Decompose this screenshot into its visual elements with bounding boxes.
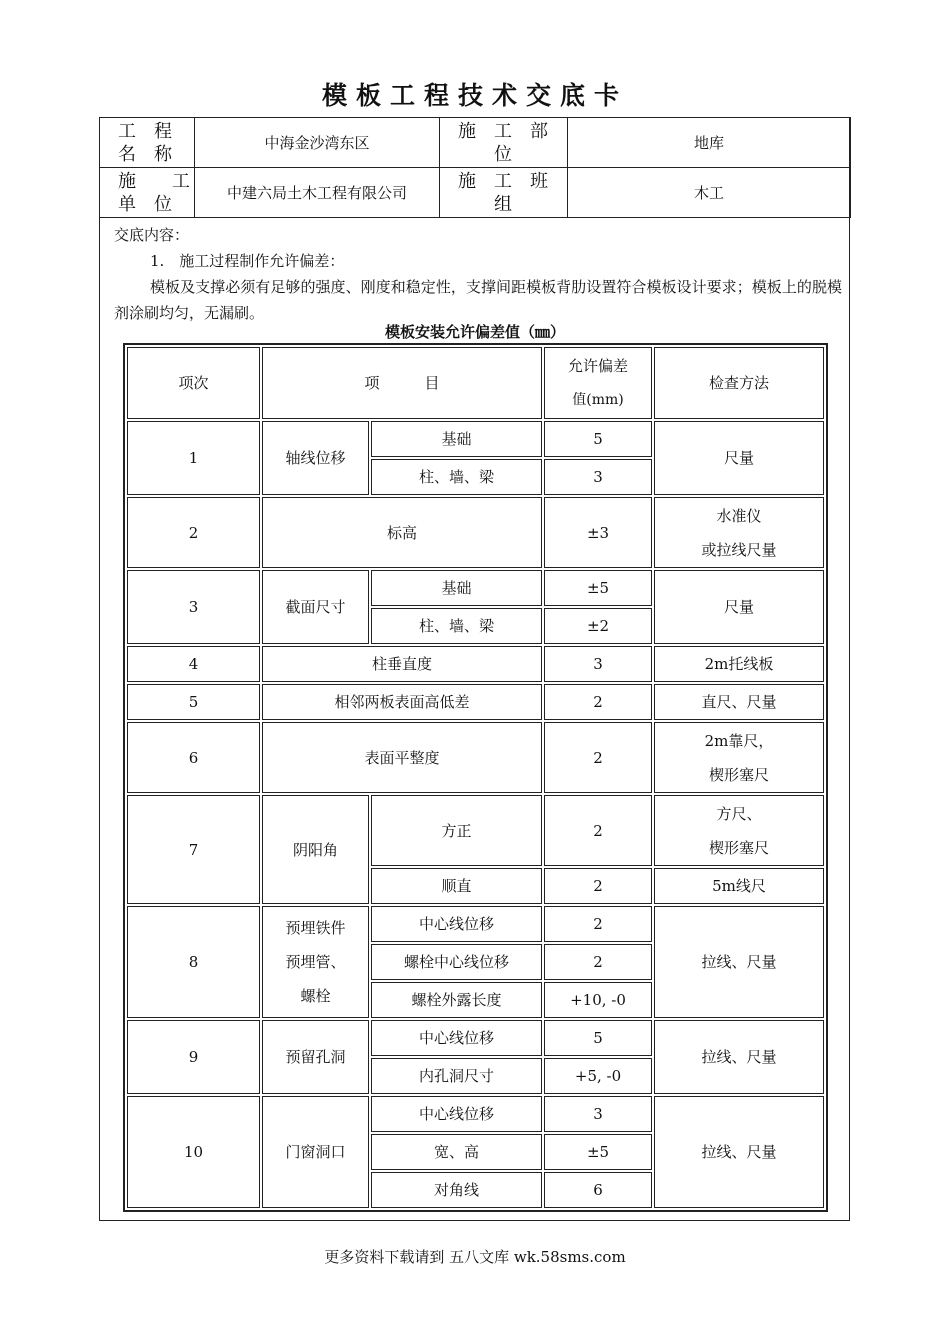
header-tolerance-line1: 允许偏差 — [568, 357, 629, 375]
row-subitem: 中心线位移 — [371, 1096, 542, 1132]
header-tolerance — [544, 347, 652, 419]
row-subitem: 对角线 — [371, 1172, 542, 1208]
construction-team-label-line1: 施 工 班 — [458, 170, 548, 192]
row-subitem: 方正 — [371, 795, 542, 866]
row-method: 5m线尺 — [654, 868, 824, 904]
row-subitem: 柱、墙、梁 — [371, 459, 542, 495]
row-no: 1 — [127, 421, 260, 495]
construction-unit-label — [100, 168, 195, 218]
project-name-label-line2: 名 称 — [118, 143, 172, 165]
page-title: 模板工程技术交底卡 — [321, 81, 628, 110]
tolerance-table — [123, 343, 828, 1212]
row-subitem: 螺栓外露长度 — [371, 982, 542, 1018]
row-item: 相邻两板表面高低差 — [262, 684, 542, 720]
tolerance-table-title: 模板安装允许偏差值（㎜） — [384, 323, 565, 341]
header-method: 检查方法 — [654, 347, 824, 419]
construction-unit-label-line1: 施 工 — [118, 170, 190, 192]
construction-team-label — [440, 168, 568, 218]
row-method — [654, 795, 824, 866]
construction-team-value: 木工 — [568, 168, 851, 218]
row-subitem: 柱、墙、梁 — [371, 608, 542, 644]
row-tolerance: 5 — [544, 421, 652, 457]
construction-unit-label-line2: 单 位 — [118, 193, 172, 215]
row-item: 表面平整度 — [262, 722, 542, 793]
row-item — [262, 906, 369, 1018]
row-method: 拉线、尺量 — [654, 1020, 824, 1094]
table-row — [127, 570, 824, 606]
table-row — [127, 1096, 824, 1132]
row-method: 拉线、尺量 — [654, 1096, 824, 1208]
table-row — [127, 684, 824, 720]
info-row-unit — [100, 168, 851, 218]
row-tolerance: 2 — [544, 722, 652, 793]
row-no: 2 — [127, 497, 260, 568]
row-tolerance: +10, -0 — [544, 982, 652, 1018]
header-tolerance-line2: 值(mm) — [572, 392, 624, 408]
header-item: 项 目 — [262, 347, 542, 419]
row-subitem: 顺直 — [371, 868, 542, 904]
row-method-line2: 或拉线尺量 — [701, 540, 777, 559]
row-item: 阴阳角 — [262, 795, 369, 904]
project-name-value: 中海金沙湾东区 — [195, 118, 440, 168]
table-row — [127, 646, 824, 682]
briefing-content — [114, 222, 842, 326]
row-item: 柱垂直度 — [262, 646, 542, 682]
row-tolerance: ±5 — [544, 1134, 652, 1170]
row-no: 3 — [127, 570, 260, 644]
row-item: 预留孔洞 — [262, 1020, 369, 1094]
table-row — [127, 497, 824, 568]
info-row-project — [100, 118, 851, 168]
row-method: 尺量 — [654, 570, 824, 644]
project-name-label — [100, 118, 195, 168]
row-method — [654, 722, 824, 793]
construction-part-label — [440, 118, 568, 168]
row-method-line2: 楔形塞尺 — [709, 765, 770, 784]
briefing-item-1: 1. 施工过程制作允许偏差： — [150, 252, 345, 270]
row-tolerance: 3 — [544, 646, 652, 682]
row-method: 直尺、尺量 — [654, 684, 824, 720]
row-tolerance: 2 — [544, 944, 652, 980]
info-table — [99, 117, 851, 218]
briefing-heading: 交底内容： — [114, 226, 190, 244]
construction-part-value: 地库 — [568, 118, 851, 168]
row-item-line3: 螺栓 — [300, 987, 331, 1005]
row-subitem: 内孔洞尺寸 — [371, 1058, 542, 1094]
row-method-line1: 方尺、 — [716, 804, 762, 823]
row-subitem: 中心线位移 — [371, 1020, 542, 1056]
row-tolerance: 3 — [544, 1096, 652, 1132]
row-method-line2: 楔形塞尺 — [709, 838, 770, 857]
row-tolerance: 2 — [544, 868, 652, 904]
row-subitem: 螺栓中心线位移 — [371, 944, 542, 980]
construction-part-label-line2: 位 — [494, 143, 512, 165]
row-tolerance: 2 — [544, 684, 652, 720]
project-name-label-line1: 工 程 — [118, 120, 172, 142]
table-row — [127, 906, 824, 942]
row-no: 10 — [127, 1096, 260, 1208]
row-tolerance: ±2 — [544, 608, 652, 644]
row-tolerance: 2 — [544, 795, 652, 866]
row-item: 轴线位移 — [262, 421, 369, 495]
row-item: 标高 — [262, 497, 542, 568]
construction-unit-value: 中建六局土木工程有限公司 — [195, 168, 440, 218]
row-item-line2: 预埋管、 — [285, 953, 346, 971]
table-header-row — [127, 347, 824, 419]
row-item: 截面尺寸 — [262, 570, 369, 644]
table-row — [127, 795, 824, 866]
row-subitem: 宽、高 — [371, 1134, 542, 1170]
row-tolerance: ±3 — [544, 497, 652, 568]
row-method — [654, 497, 824, 568]
row-no: 5 — [127, 684, 260, 720]
row-tolerance: ±5 — [544, 570, 652, 606]
construction-part-label-line1: 施 工 部 — [458, 120, 548, 142]
row-tolerance: +5, -0 — [544, 1058, 652, 1094]
briefing-paragraph: 模板及支撑必须有足够的强度、刚度和稳定性，支撑间距模板背肋设置符合模板设计要求；模板上的脱模剂涂刷均匀，无漏刷。 — [114, 278, 842, 322]
row-subitem: 基础 — [371, 421, 542, 457]
row-subitem: 基础 — [371, 570, 542, 606]
row-method: 尺量 — [654, 421, 824, 495]
header-no: 项次 — [127, 347, 260, 419]
row-method-line1: 2m靠尺， — [704, 731, 774, 750]
row-tolerance: 6 — [544, 1172, 652, 1208]
footer-text: 更多资料下载请到 五八文库 wk.58sms.com — [324, 1248, 626, 1266]
row-method-line1: 水准仪 — [716, 506, 762, 525]
row-no: 9 — [127, 1020, 260, 1094]
row-no: 7 — [127, 795, 260, 904]
row-no: 6 — [127, 722, 260, 793]
row-tolerance: 2 — [544, 906, 652, 942]
construction-team-label-line2: 组 — [494, 193, 512, 215]
row-tolerance: 5 — [544, 1020, 652, 1056]
row-method: 2m托线板 — [654, 646, 824, 682]
row-no: 4 — [127, 646, 260, 682]
table-row — [127, 722, 824, 793]
row-item-line1: 预埋铁件 — [285, 919, 346, 937]
row-no: 8 — [127, 906, 260, 1018]
table-row — [127, 421, 824, 457]
row-subitem: 中心线位移 — [371, 906, 542, 942]
row-tolerance: 3 — [544, 459, 652, 495]
row-item: 门窗洞口 — [262, 1096, 369, 1208]
row-method: 拉线、尺量 — [654, 906, 824, 1018]
table-row — [127, 1020, 824, 1056]
